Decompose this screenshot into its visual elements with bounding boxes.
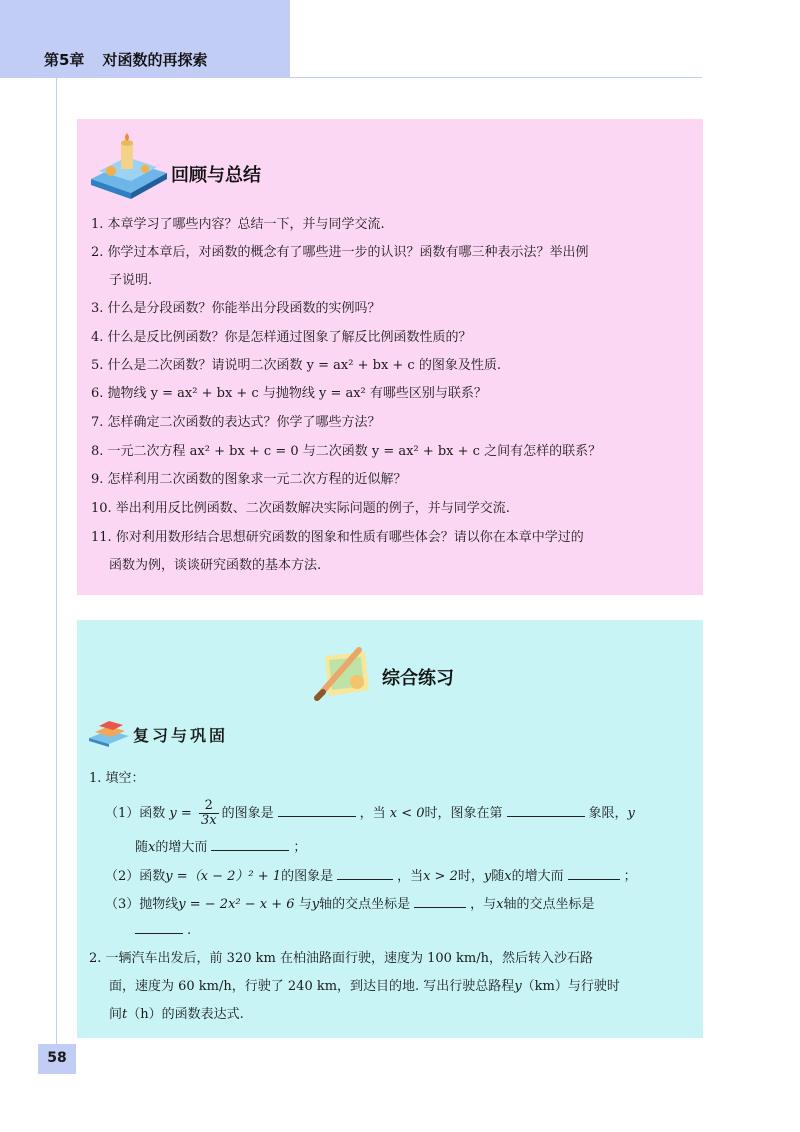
- books-candle-icon: [87, 131, 169, 201]
- blank-1: [278, 803, 356, 817]
- review-consolidate-heading: 复习与巩固: [133, 726, 229, 745]
- q1-part3: （3）抛物线y = − 2x² − x + 6 与y轴的交点坐标是 ，与x轴的交点坐标是: [105, 894, 594, 914]
- review-item-2-cont: 子说明.: [109, 273, 153, 288]
- review-item-11-cont: 函数为例，谈谈研究函数的基本方法.: [109, 558, 322, 573]
- q1-part1-line2: 随x的增大而 ；: [135, 837, 306, 857]
- page-number-box: [38, 1044, 76, 1074]
- review-item-6: 6. 抛物线 y = ax² + bx + c 与抛物线 y = ax² 有哪些区别与联系？: [91, 386, 487, 401]
- blank-7: [135, 920, 183, 934]
- page-number: 58: [47, 1050, 67, 1066]
- chapter-name: 对函数的再探索: [102, 51, 208, 69]
- practice-title: 综合练习: [382, 668, 454, 689]
- review-item-7: 7. 怎样确定二次函数的表达式？你学了哪些方法？: [91, 415, 381, 430]
- q1-part3-line2: .: [135, 920, 191, 940]
- comprehensive-practice-section: [77, 620, 703, 1038]
- review-item-10: 10. 举出利用反比例函数、二次函数解决实际问题的例子，并与同学交流.: [91, 501, 510, 516]
- blank-4: [337, 866, 393, 880]
- blank-6: [414, 894, 466, 908]
- review-item-5: 5. 什么是二次函数？请说明二次函数 y = ax² + bx + c 的图象及性质.: [91, 358, 501, 373]
- review-item-2: 2. 你学过本章后，对函数的概念有了哪些进一步的认识？函数有哪三种表示法？举出例: [91, 245, 589, 260]
- q2-line3: 间t（h）的函数表达式.: [109, 1007, 244, 1022]
- review-summary-section: [77, 119, 703, 595]
- margin-rule: [56, 78, 57, 1046]
- review-item-3: 3. 什么是分段函数？你能举出分段函数的实例吗？: [91, 301, 381, 316]
- review-item-4: 4. 什么是反比例函数？你是怎样通过图象了解反比例函数性质的？: [91, 330, 472, 345]
- blank-5: [568, 866, 620, 880]
- review-title: 回顾与总结: [171, 165, 261, 186]
- fraction-2-over-3x: $\frac{2}{3x}$: [200, 798, 217, 828]
- header-rule: [290, 77, 702, 78]
- review-item-8: 8. 一元二次方程 ax² + bx + c = 0 与二次函数 y = ax² + bx + c 之间有怎样的联系？: [91, 444, 602, 459]
- chapter-number: 第5章: [44, 51, 85, 69]
- q1-part1-line1: （1）函数 y = $\frac{2}{3x}$ 的图象是 ，当 x < 0时，图象在第 象限，y: [105, 798, 635, 828]
- review-item-1: 1. 本章学习了哪些内容？总结一下，并与同学交流.: [91, 217, 385, 232]
- q1-label: 1. 填空：: [89, 771, 145, 786]
- q2-line1: 2. 一辆汽车出发后，前 320 km 在柏油路面行驶，速度为 100 km/h，然后转入沙石路: [89, 951, 593, 966]
- blank-2: [507, 803, 585, 817]
- q1-part2: （2）函数y =（x − 2）² + 1的图象是 ，当x > 2时，y随x的增大而 ；: [105, 866, 637, 886]
- blank-3: [211, 837, 289, 851]
- q2-line2: 面，速度为 60 km/h，行驶了 240 km，到达目的地. 写出行驶总路程y（km）与行驶时: [109, 979, 620, 994]
- stacked-books-icon: [87, 718, 131, 748]
- review-item-11: 11. 你对利用数形结合思想研究函数的图象和性质有哪些体会？请以你在本章中学过的: [91, 530, 584, 545]
- chapter-title: [44, 49, 207, 70]
- pencil-notebook-icon: [311, 646, 375, 704]
- review-item-9: 9. 怎样利用二次函数的图象求一元二次方程的近似解？: [91, 472, 407, 487]
